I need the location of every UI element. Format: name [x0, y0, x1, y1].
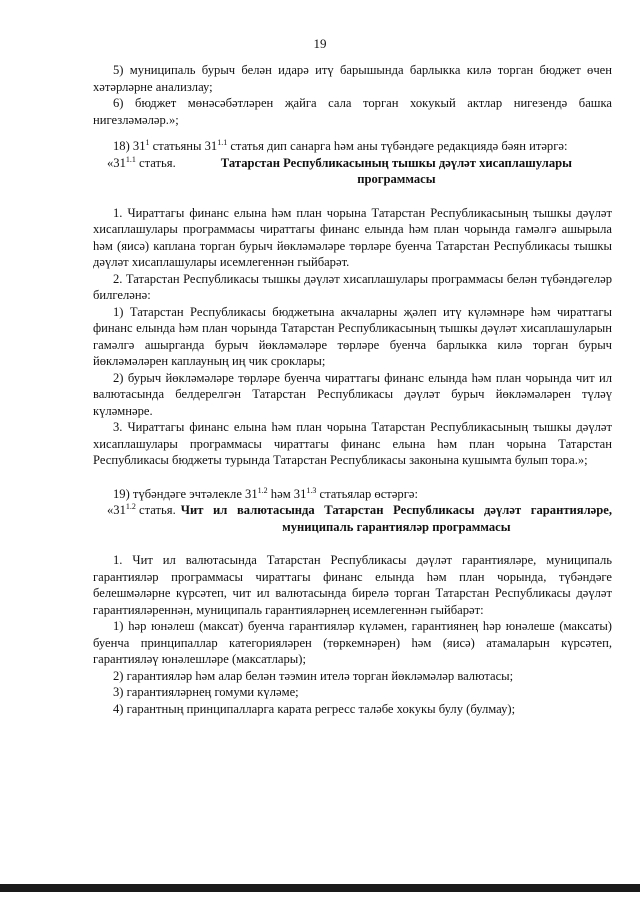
article-heading — [93, 502, 612, 535]
superscript-number: 1.3 — [306, 485, 317, 495]
spacer — [93, 535, 612, 552]
superscript-number: 1.2 — [257, 485, 268, 495]
paragraph: 1. Чираттагы финанс елына һәм план чорына Татарстан Республикасының тышкы дәүләт хисаплашулары программасы чираттагы финанс елында һәм план чорында гамәлгә ашырыла һәм (яисә) каплана торган бурыч йөкләмәләре төрләре буенча Татарстан Республикасы тышкы дәүләт хисаплашулары исемлегеннән гыйбарәт. — [93, 205, 612, 269]
superscript-number: 1.1 — [217, 138, 228, 147]
article-title: Чит ил валютасында Татарстан Республикасы дәүләт гарантияләре, муниципаль гарантияләр программасы — [180, 503, 612, 534]
spacer — [93, 128, 612, 138]
paragraph: 5) муниципаль бурыч белән идарә итү барышында барлыкка килә торган бюджет өчен хәтәрләрне анализлау; — [93, 63, 612, 94]
scan-edge-bar — [0, 884, 640, 892]
paragraph: 2. Татарстан Республикасы тышкы дәүләт хисаплашулары программасы белән түбәндәгеләр билгеләнә: — [93, 271, 612, 302]
superscript-number: 1.1 — [125, 154, 136, 164]
spacer — [93, 469, 612, 486]
spacer — [93, 188, 612, 205]
paragraph: 6) бюджет мөнәсәбәтләрен җайга сала торган хокукый актлар нигезендә башка нигезләмәләр.»; — [93, 96, 612, 127]
text-run: 19) түбәндәге эчтәлекле 31 — [113, 486, 258, 501]
text-run: «31 — [107, 155, 126, 170]
paragraph: 3. Чираттагы финанс елына һәм план чорына Татарстан Республикасының тышкы дәүләт хисаплашулары программасы чираттагы финанс елына һәм план чорына Татарстан Республикасы бюджеты турында Татарстан Республикасы законына кушымта булып тора.»; — [93, 420, 612, 467]
paragraph: 2) гарантияләр һәм алар белән тәэмин ителә торган йөкләмәләр валютасы; — [113, 668, 514, 683]
text-run: һәм 31 — [267, 486, 307, 501]
text-run: статьялар өстәргә: — [316, 486, 418, 501]
article-number — [107, 502, 176, 519]
paragraph: 1) Татарстан Республикасы бюджетына акчаларны җәлеп итү күләмнәре һәм чираттагы финанс елында һәм план чорында Татарстан Республикасының тышкы дәүләт хисаплашуларын гамәлгә ашырганда бурыч йөкләмәләре төрләре буенча барлыкка килә торган бурыч йөкләмәләрен каплауның иң чик сроклары; — [93, 304, 612, 368]
superscript-number: 1 — [145, 138, 150, 147]
document-body — [93, 62, 612, 717]
amendment-paragraph — [93, 138, 612, 155]
paragraph: 2) бурыч йөкләмәләре төрләре буенча чираттагы финанс елында һәм план чорында чит ил валютасында белдерелгән Татарстан Республикасы дәүләт бурыч йөкләмәләрен түләү күләмнәре. — [93, 370, 612, 418]
article-heading — [93, 155, 612, 188]
article-title: Татарстан Республикасының тышкы дәүләт хисаплашулары программасы — [220, 155, 572, 186]
text-run: статья. — [135, 155, 176, 170]
page-number: 19 — [313, 36, 327, 51]
text-run: 18) 31 — [113, 139, 146, 153]
article-number — [107, 155, 176, 172]
text-run: статья. — [135, 503, 176, 517]
paragraph: 1. Чит ил валютасында Татарстан Республикасы дәүләт гарантияләре, муниципаль гарантияләр программасы чираттагы финанс елында һәм план чорында, түбәндәге белешмәләрне күрсәтеп, чит ил валютасында бирелә торган Татарстан Республикасы дәүләт гарантияләреннән, муниципаль гарантияләрнең исемлегеннән гыйбарәт: — [93, 553, 612, 617]
text-run: статья дип санарга һәм аны түбәндәге редакциядә бәян итәргә: — [227, 139, 568, 153]
superscript-number: 1.2 — [125, 502, 136, 511]
paragraph: 1) һәр юнәлеш (максат) буенча гарантияләр күләмен, гарантиянең һәр юнәлеше (максаты) буенча принципаллар категорияләрен (төркемнәрен) һәм (яисә) атамаларын күрсәтеп, гарантияләү юнәлешләре (максатлары); — [93, 619, 612, 666]
paragraph: 3) гарантияләрнең гомуми күләме; — [113, 685, 299, 699]
text-run: «31 — [107, 503, 126, 517]
text-run: статьяны 31 — [149, 139, 218, 153]
paragraph: 4) гарантның принципалларга карата регресс таләбе хокукы булу (булмау); — [113, 701, 516, 716]
amendment-paragraph — [93, 486, 612, 503]
